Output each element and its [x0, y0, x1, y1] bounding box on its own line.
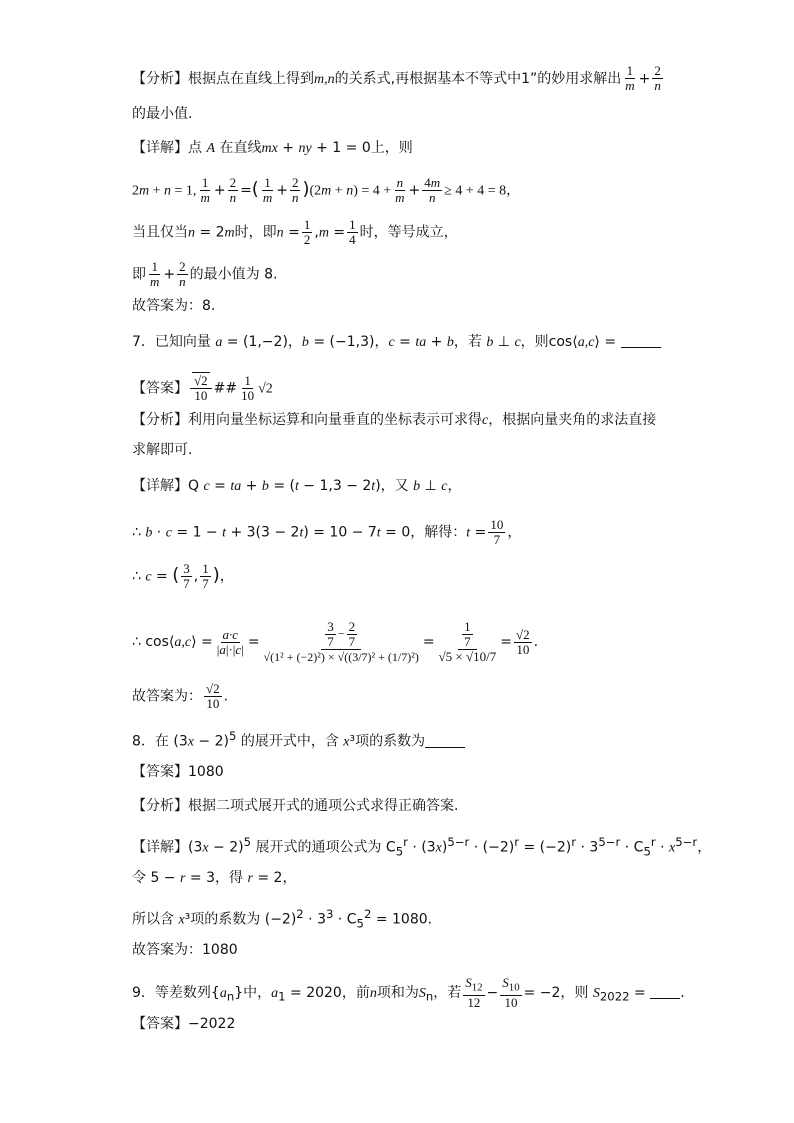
q6-analysis-cont: 的最小值. — [132, 106, 193, 122]
q7-detail-2: ∴ b · c = 1 − t + 3(3 − 2t) = 10 − 7t = 0，解得：t = $\frac{10}{7}$ ， — [132, 517, 522, 547]
q8-question: 8．在 $(3x - 2)^5$ 的展开式中，含 x³项的系数为 — [132, 726, 465, 753]
q8-detail-3: 所以含 x³项的系数为 $(-2)^2 \cdot 3^3 \cdot C_5^2 = 1080$. — [132, 907, 433, 931]
q6-detail-4: 即 $\frac{1}{m}$ + $\frac{2}{n}$ 的最小值为 8. — [132, 259, 278, 289]
q9-answer: 【答案】−2022 — [132, 1016, 236, 1032]
q6-detail-2: 2m + n = 1, $\frac{1}{m}$ + $\frac{2}{n}$ =( $\frac{1}{m}$ + $\frac{2}{n}$ )(2m + n) = 4 + $\frac{n}{m}$ + $\frac{4m}{n}$ ≥ 4 + 4 = 8， — [132, 175, 521, 205]
q7-answer-blank — [621, 333, 661, 348]
q6-detail-3: 当且仅当n = 2m时，即n = $\frac{1}{2}$ ,m = $\frac{1}{4}$ 时，等号成立， — [132, 217, 458, 247]
q7-analysis-1: 【分析】利用向量坐标运算和向量垂直的坐标表示可求得c，根据向量夹角的求法直接 — [132, 412, 657, 428]
q7-analysis-2: 求解即可. — [132, 442, 193, 458]
q8-answer-blank — [425, 733, 465, 748]
q7-question: 7．已知向量 a = (1,−2)，b = (−1,3)，c = ta + b，若 b ⊥ c，则cos⟨a,c⟩ = — [132, 332, 661, 353]
q8-analysis: 【分析】根据二项式展开式的通项公式求得正确答案. — [132, 798, 459, 814]
q7-answer: 【答案】 $\frac{√2}{10}$ ## $\frac{1}{10}$ √2 — [132, 373, 273, 403]
q9-answer-blank — [650, 984, 680, 999]
q6-analysis-text: 【分析】根据点在直线上得到m,n的关系式,再根据基本不等式中1”的妙用求解出 $\frac{1}{m}$ + $\frac{2}{n}$ — [132, 63, 661, 93]
q7-detail-3: ∴ c = ( $\frac{3}{7}$ , $\frac{1}{7}$ )， — [132, 561, 234, 591]
q8-detail-1: 【详解】$(3x - 2)^5$ 展开式的通项公式为 $C_5^r \cdot (3x)^{5-r} \cdot (-2)^r = (-2)^r \cdot 3^{5-r} \cdot C_5^r \cdot x^{5-r}$， — [132, 835, 712, 859]
q7-final: 故答案为： $\frac{√2}{10}$ . — [132, 681, 229, 711]
q8-detail-2: 令 5 − r = 3，得 r = 2， — [132, 870, 297, 886]
q9-question: 9．等差数列$\{a_n\}$中，$a_1 = 2020$，前n项和为$S_n$，若 $\frac{S_{12}}{12}$ − $\frac{S_{10}}{10}$ = −2，则 $S_{2022}$ = . — [132, 975, 685, 1010]
q6-final: 故答案为：8. — [132, 298, 216, 314]
q7-detail-4: ∴ cos⟨a,c⟩ = $\frac{a\cdot c}{|a|\cdot|c|}$ = $\frac{3}{7}$ − $\frac{2}{7}$ √(1² + (−2)²) × √((3/7)² + (1/7)²) = $\frac{\frac{1}{7}}{√5 \times √10/7}$ = $\frac{√2}{10}$ . — [132, 619, 539, 664]
q6-detail-1: 【详解】点 A 在直线mx + ny + 1 = 0上，则 — [132, 140, 413, 156]
q8-final: 故答案为：1080 — [132, 942, 238, 958]
q7-detail-1: 【详解】Q c = ta + b = (t − 1,3 − 2t)，又 b ⊥ c， — [132, 478, 462, 494]
q6-analysis — [132, 64, 665, 93]
q8-answer: 【答案】1080 — [132, 764, 224, 780]
